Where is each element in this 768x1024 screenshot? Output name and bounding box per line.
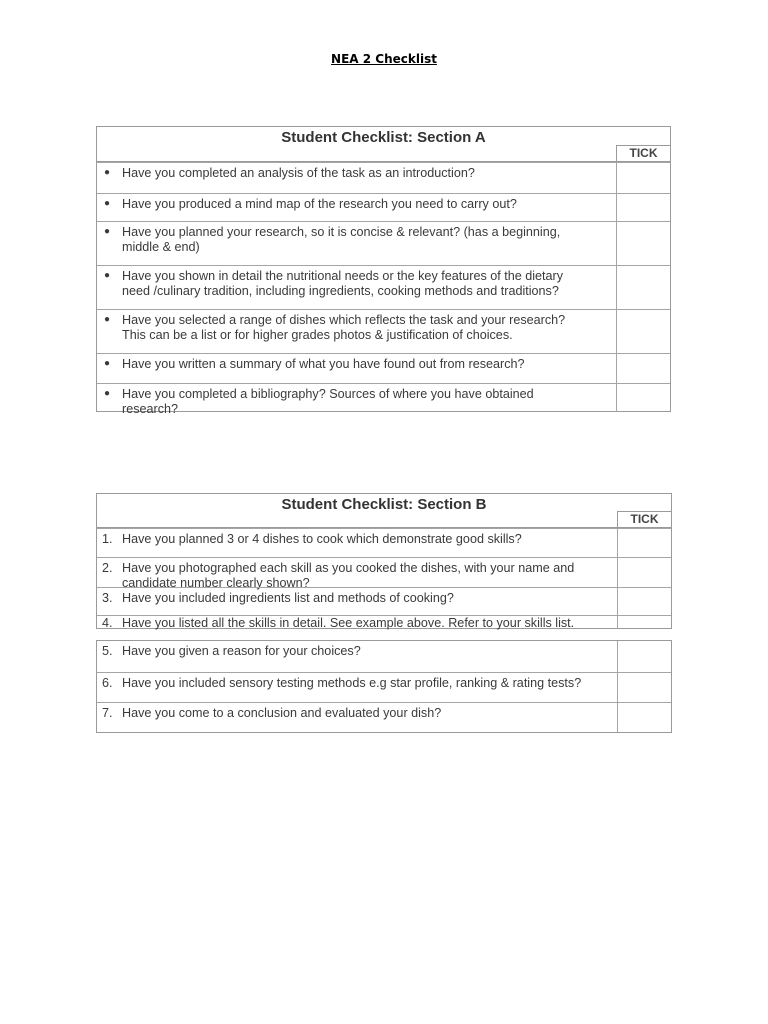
list-item (97, 383, 670, 416)
section-b-tick-header (617, 511, 671, 527)
bullet-icon: ● (104, 198, 111, 209)
item-number: 5. (102, 644, 113, 658)
bullet-icon: ● (104, 270, 111, 281)
section-b-checklist (96, 493, 672, 629)
item-number: 7. (102, 706, 113, 720)
tick-box[interactable] (616, 194, 670, 221)
tick-box[interactable] (616, 310, 670, 353)
item-number: 6. (102, 676, 113, 690)
list-item (97, 193, 670, 221)
list-item (97, 557, 671, 590)
page-title: NEA 2 Checklist (331, 52, 437, 66)
checklist-item-text: Have you written a summary of what you have found out from research? (122, 357, 525, 371)
tick-box[interactable] (616, 266, 670, 309)
list-item (97, 672, 671, 702)
checklist-item-text: Have you selected a range of dishes which reflects the task and your research? This can be a list or for higher grades photos & justification of choices. (122, 313, 566, 342)
bullet-icon: ● (104, 314, 111, 325)
checklist-item-text: Have you included sensory testing methods e.g star profile, ranking & rating tests? (122, 676, 582, 690)
list-item (97, 587, 671, 615)
list-item (97, 309, 670, 353)
tick-box[interactable] (617, 703, 671, 732)
bullet-icon: ● (104, 226, 111, 237)
item-number: 4. (102, 616, 113, 630)
checklist-item-text: Have you given a reason for your choices? (122, 644, 361, 658)
list-item (97, 162, 670, 193)
checklist-item-text: Have you photographed each skill as you cooked the dishes, with your name and candidate number clearly shown? (122, 561, 575, 590)
list-item (97, 528, 671, 557)
tick-box[interactable] (617, 616, 671, 629)
item-number: 3. (102, 591, 113, 605)
bullet-icon: ● (104, 388, 111, 399)
list-item (97, 641, 671, 672)
list-item (97, 615, 671, 629)
tick-box[interactable] (616, 354, 670, 383)
section-b-continued-checklist (96, 640, 672, 733)
section-a-header (97, 127, 670, 162)
bullet-icon: ● (104, 167, 111, 178)
checklist-item-text: Have you come to a conclusion and evaluated your dish? (122, 706, 442, 720)
tick-box[interactable] (617, 588, 671, 615)
section-b-tick-label: TICK (630, 512, 659, 526)
section-a-tick-header (616, 145, 670, 161)
checklist-item-text: Have you produced a mind map of the research you need to carry out? (122, 197, 517, 211)
section-a-checklist (96, 126, 671, 416)
section-a-title: Student Checklist: Section A (281, 129, 486, 146)
checklist-item-text: Have you shown in detail the nutritional needs or the key features of the dietary need /culinary tradition, including ingredients, cooking methods and traditions? (122, 269, 564, 298)
tick-box[interactable] (617, 673, 671, 702)
checklist-item-text: Have you listed all the skills in detail. See example above. Refer to your skills list. (122, 616, 575, 630)
item-number: 1. (102, 532, 113, 546)
tick-box[interactable] (617, 558, 671, 587)
list-item (97, 221, 670, 265)
bullet-icon: ● (104, 358, 111, 369)
tick-box[interactable] (617, 529, 671, 557)
checklist-item-text: Have you completed an analysis of the task as an introduction? (122, 166, 475, 180)
item-number: 2. (102, 561, 113, 575)
tick-box[interactable] (616, 163, 670, 193)
tick-box[interactable] (617, 641, 671, 672)
checklist-item-text: Have you planned your research, so it is concise & relevant? (has a beginning, middle & end) (122, 225, 561, 254)
checklist-item-text: Have you completed a bibliography? Sources of where you have obtained research? (122, 387, 534, 416)
tick-box[interactable] (616, 222, 670, 265)
section-b-header (97, 494, 671, 528)
list-item (97, 265, 670, 309)
section-b-title: Student Checklist: Section B (281, 496, 487, 513)
list-item (97, 353, 670, 383)
tick-box[interactable] (616, 384, 670, 412)
checklist-item-text: Have you planned 3 or 4 dishes to cook which demonstrate good skills? (122, 532, 522, 546)
checklist-item-text: Have you included ingredients list and methods of cooking? (122, 591, 454, 605)
section-a-tick-label: TICK (629, 146, 658, 160)
list-item (97, 702, 671, 732)
